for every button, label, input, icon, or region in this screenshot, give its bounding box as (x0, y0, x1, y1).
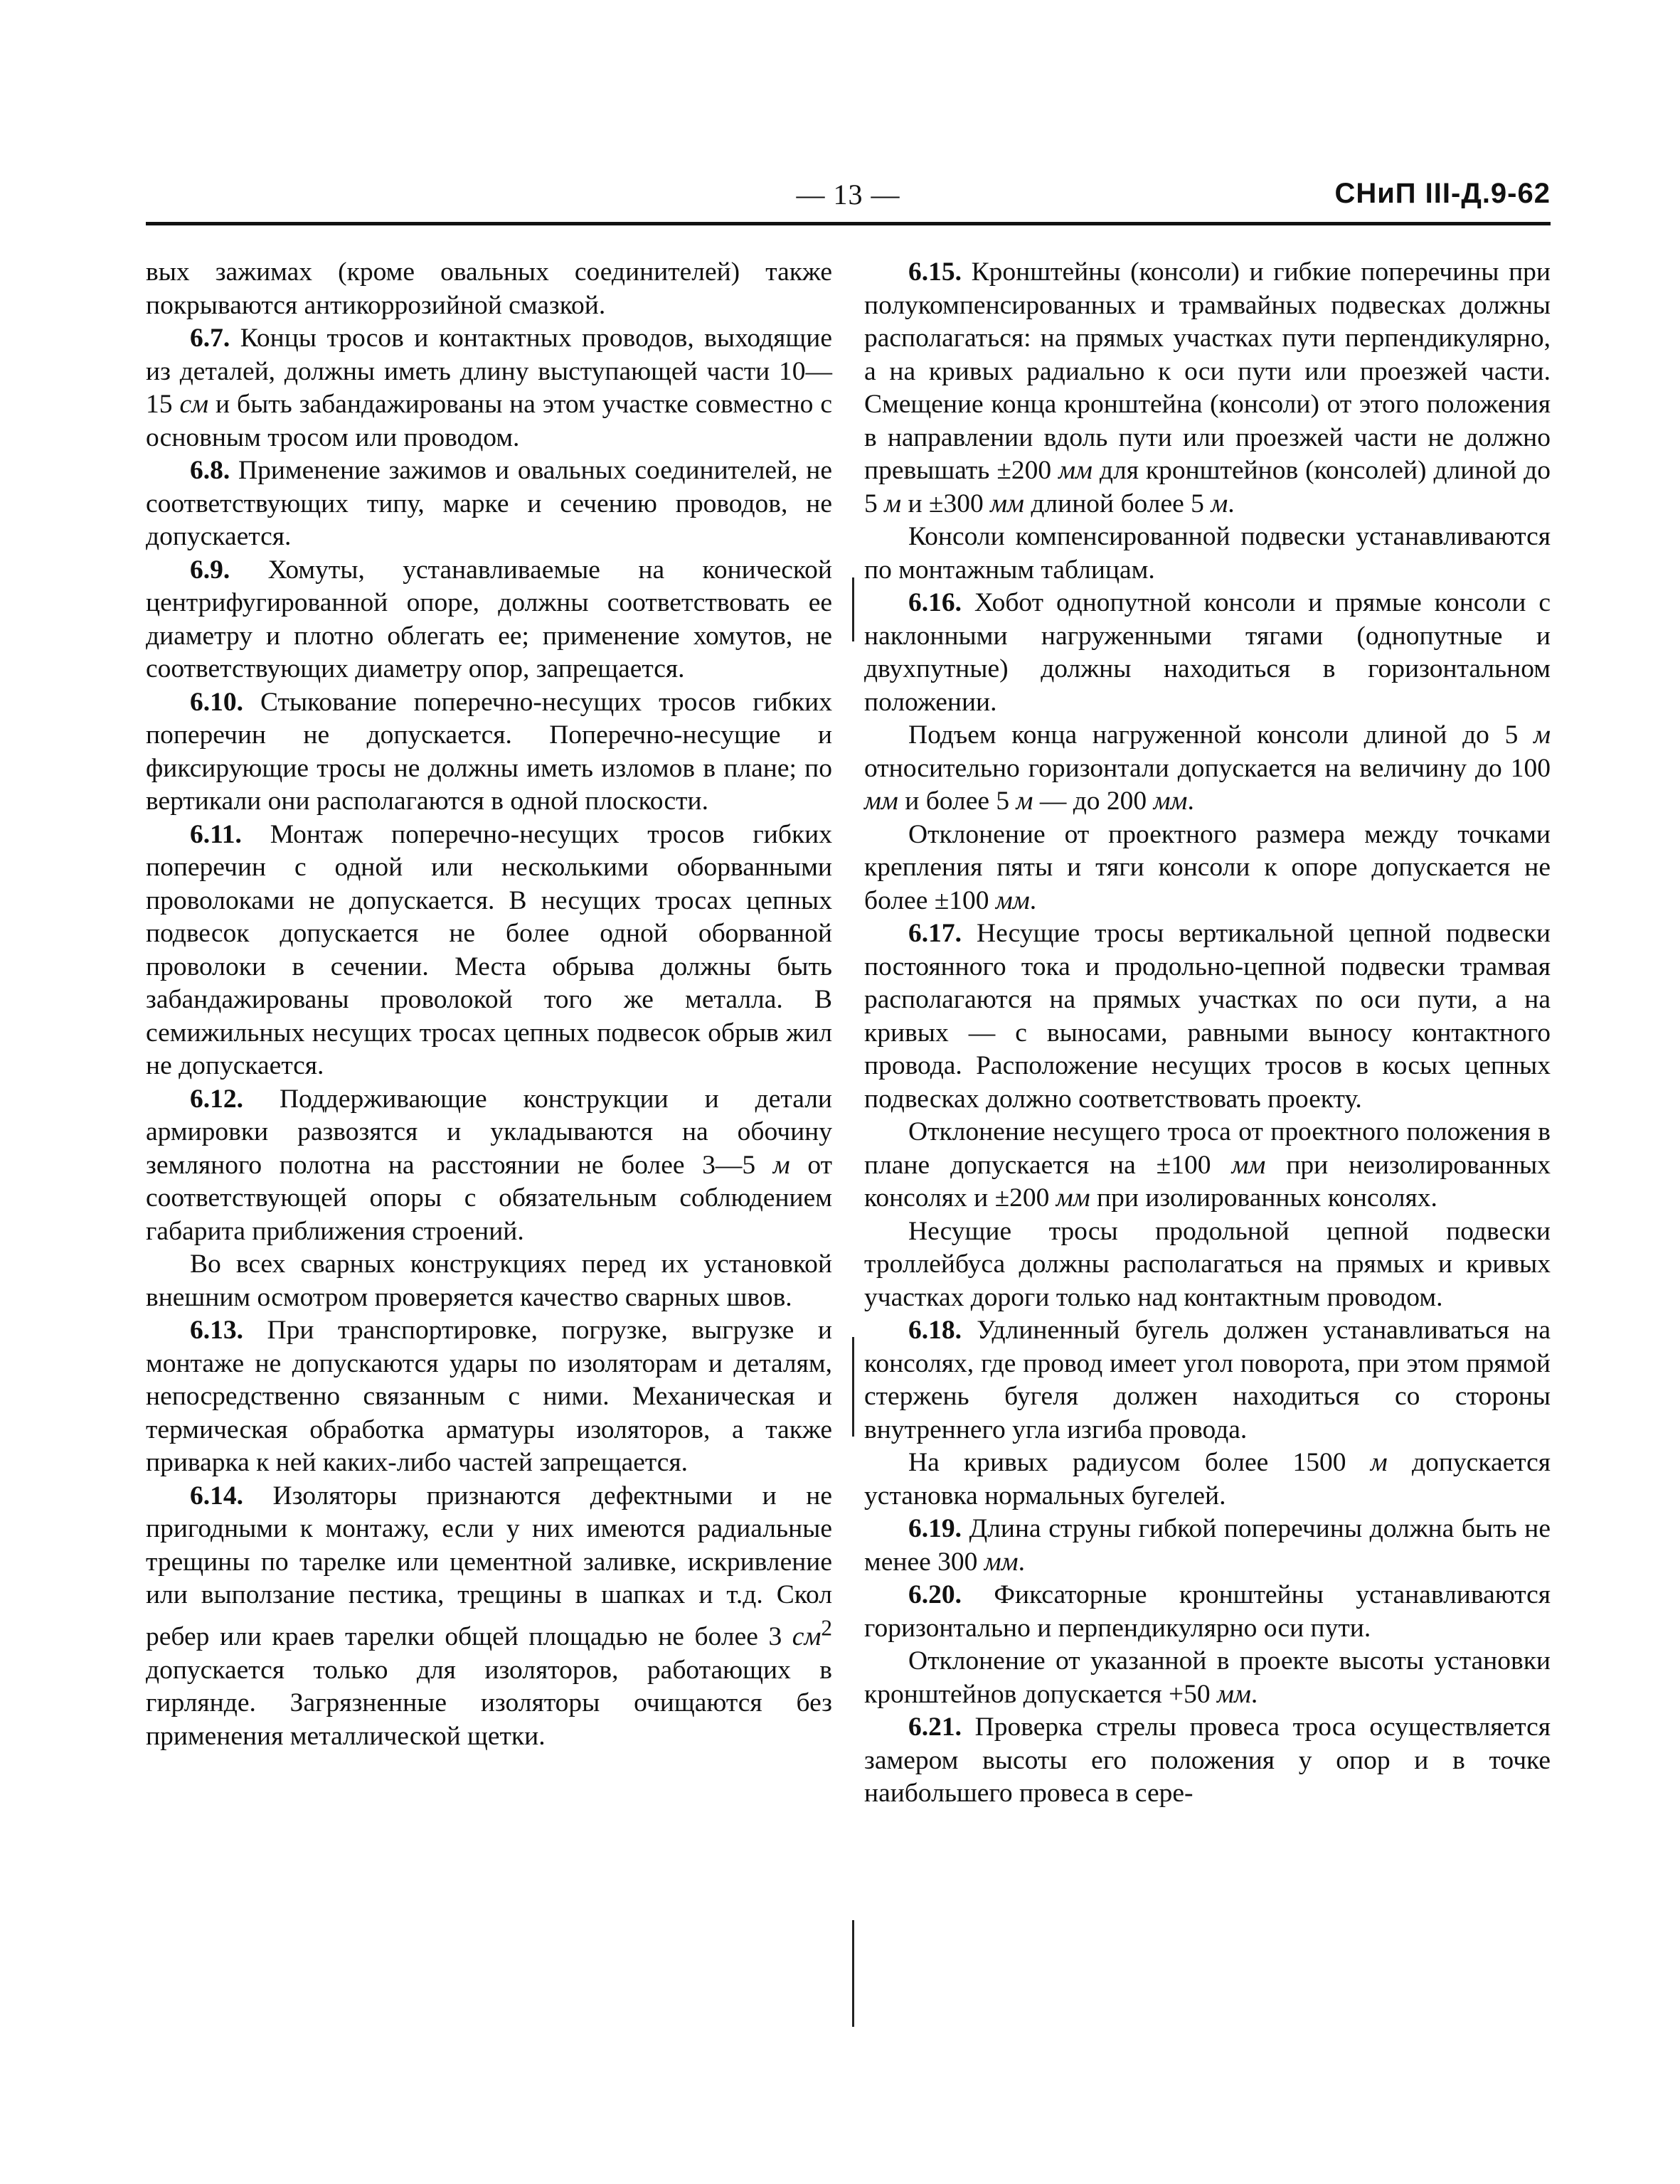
margin-bar (852, 1920, 854, 2027)
clause-number: 6.11. (190, 819, 242, 849)
paragraph-text: Подъем конца нагруженной консоли длиной до 5 м относительно горизонтали допускается на величину до 100 мм и более 5 м — до 200 мм. (864, 720, 1551, 816)
paragraph (146, 686, 832, 819)
paragraph-text: Отклонение несущего троса от проектного положения в плане допускается на ±100 мм при неизолированных консолях и ±200 мм при изолированных консолях. (864, 1117, 1551, 1213)
paragraph-text: Удлиненный бугель должен устанавливаться на консолях, где провод имеет угол поворота, при этом прямой стержень бугеля должен находиться со стороны внутреннего угла изгиба провода. (864, 1316, 1551, 1444)
paragraph-text: Поддерживающие конструкции и детали армировки развозятся и укладываются на обочину земляного полотна на расстоянии не более 3—5 м от соответствующей опоры с обязательным соблюдением габарита приближения строений. (146, 1084, 832, 1246)
paragraph-text: Фиксаторные кронштейны устанавливаются горизонтально и перпендикулярно оси пути. (864, 1580, 1551, 1643)
paragraph-text: Отклонение от проектного размера между точками крепления пяты и тяги консоли к опоре допускается не более ±100 мм. (864, 819, 1551, 915)
clause-number: 6.21. (908, 1712, 962, 1742)
clause-number: 6.18. (908, 1316, 962, 1345)
paragraph-text: Хобот однопутной консоли и прямые консоли с наклонными нагруженными тягами (однопутные и двухпутные) должны находиться в горизонтальном положении. (864, 588, 1551, 717)
paragraph (864, 819, 1551, 918)
clause-number: 6.19. (908, 1514, 962, 1543)
paragraph-text: Несущие тросы продольной цепной подвески троллейбуса должны располагаться на прямых и кривых участках дороги только над контактным проводом. (864, 1216, 1551, 1312)
page-number: — 13 — (796, 179, 900, 211)
paragraph (146, 256, 832, 322)
paragraph-text: На кривых радиусом более 1500 м допускается установка нормальных бугелей. (864, 1448, 1551, 1511)
paragraph (146, 1083, 832, 1249)
paragraph (146, 1480, 832, 1754)
paragraph (864, 719, 1551, 819)
paragraph (146, 819, 832, 1083)
paragraph-text: Применение зажимов и овальных соединителей, не соответствующих типу, марке и сечению проводов, не допускается. (146, 456, 832, 551)
paragraph-text: Несущие тросы вертикальной цепной подвески постоянного тока и продольно-цепной подвески трамвая располагаются на прямых участках по оси пути, а на кривых — с выносами, равными выносу контактного провода. Расположение несущих тросов в косых цепных подвесках должно соответствовать проекту. (864, 919, 1551, 1114)
page-header (146, 178, 1551, 220)
paragraph (864, 521, 1551, 587)
paragraph (864, 1314, 1551, 1447)
paragraph (146, 322, 832, 454)
paragraph-text: Во всех сварных конструкциях перед их установкой внешним осмотром проверяется качество сварных швов. (146, 1250, 832, 1312)
paragraph (864, 1513, 1551, 1579)
document-code: СНиП III-Д.9-62 (1334, 178, 1551, 209)
clause-number: 6.17. (908, 919, 962, 948)
margin-bar (852, 1337, 854, 1437)
paragraph (864, 587, 1551, 719)
paragraph (864, 1215, 1551, 1315)
paragraph (146, 454, 832, 554)
paragraph (146, 1314, 832, 1480)
paragraph (146, 1248, 832, 1314)
clause-number: 6.20. (908, 1580, 962, 1609)
left-column (146, 256, 832, 1753)
clause-number: 6.12. (190, 1084, 243, 1114)
header-rule (146, 222, 1551, 225)
paragraph (864, 256, 1551, 521)
paragraph-text: Изоляторы признаются дефектными и не пригодными к монтажу, если у них имеются радиальные трещины по тарелке или цементной заливке, искривление или выползание пестика, трещины в шапках и т.д. Скол ребер или краев тарелки общей площадью не более 3 $см^2$ допускается только для изоляторов, работающих в гирлянде. Загрязненные изоляторы очищаются без применения металлической щетки. (146, 1481, 832, 1751)
clause-number: 6.16. (908, 588, 962, 617)
paragraph (864, 1116, 1551, 1215)
paragraph-text: Кронштейны (консоли) и гибкие поперечины при полукомпенсированных и трамвайных подвесках должны располагаться: на прямых участках пути перпендикулярно, а на кривых радиально к оси пути или проезжей части. Смещение конца кронштейна (консоли) от этого положения в направлении вдоль пути или проезжей части не должно превышать ±200 мм для кронштейнов (консолей) длиной до 5 м и ±300 мм длиной более 5 м. (864, 257, 1551, 518)
paragraph (864, 1711, 1551, 1811)
paragraph (864, 1447, 1551, 1513)
paragraph (146, 554, 832, 686)
right-column (864, 256, 1551, 1811)
paragraph-text: вых зажимах (кроме овальных соединителей) также покрываются антикоррозийной смазкой. (146, 257, 832, 320)
paragraph-text: При транспортировке, погрузке, выгрузке и монтаже не допускаются удары по изоляторам и деталям, непосредственно связанным с ними. Механическая и термическая обработка арматуры изоляторов, а также приварка к ней каких-либо частей запрещается. (146, 1316, 832, 1477)
paragraph-text: Консоли компенсированной подвески устанавливаются по монтажным таблицам. (864, 522, 1551, 585)
paragraph (864, 1579, 1551, 1645)
clause-number: 6.15. (908, 257, 962, 287)
paragraph (864, 917, 1551, 1116)
paragraph-text: Монтаж поперечно-несущих тросов гибких поперечин с одной или несколькими оборванными проволоками не допускается. В несущих тросах цепных подвесок допускается не более одной оборванной проволоки в сечении. Места обрыва должны быть забандажированы проволокой того же металла. В семижильных несущих тросах цепных подвесок обрыв жил не допускается. (146, 819, 832, 1080)
paragraph-text: Отклонение от указанной в проекте высоты установки кронштейнов допускается +50 мм. (864, 1646, 1551, 1709)
margin-bar (852, 577, 854, 641)
clause-number: 6.7. (190, 324, 230, 353)
paragraph-text: Хомуты, устанавливаемые на коничеcкой центрифугированной опоре, должны соответствовать ее диаметру и плотно облегать ее; применение хомутов, не соответствующих диаметру опор, запрещается. (146, 555, 832, 683)
clause-number: 6.14. (190, 1481, 243, 1511)
clause-number: 6.9. (190, 555, 230, 585)
paragraph-text: Проверка стрелы провеса троса осуществляется замером высоты его положения у опор и в точке наибольшего провеса в сере- (864, 1712, 1551, 1808)
paragraph-text: Концы тросов и контактных проводов, выходящие из деталей, должны иметь длину выступающей части 10—15 см и быть забандажированы на этом участке совместно с основным тросом или проводом. (146, 324, 832, 452)
clause-number: 6.13. (190, 1316, 243, 1345)
clause-number: 6.8. (190, 456, 230, 485)
clause-number: 6.10. (190, 687, 243, 717)
paragraph-text: Длина струны гибкой поперечины должна быть не менее 300 мм. (864, 1514, 1551, 1577)
paragraph (864, 1645, 1551, 1711)
paragraph-text: Стыкование поперечно-несущих тросов гибких поперечин не допускается. Поперечно-несущие и фиксирующие тросы не должны иметь изломов в плане; по вертикали они располагаются в одной плоскости. (146, 687, 832, 816)
